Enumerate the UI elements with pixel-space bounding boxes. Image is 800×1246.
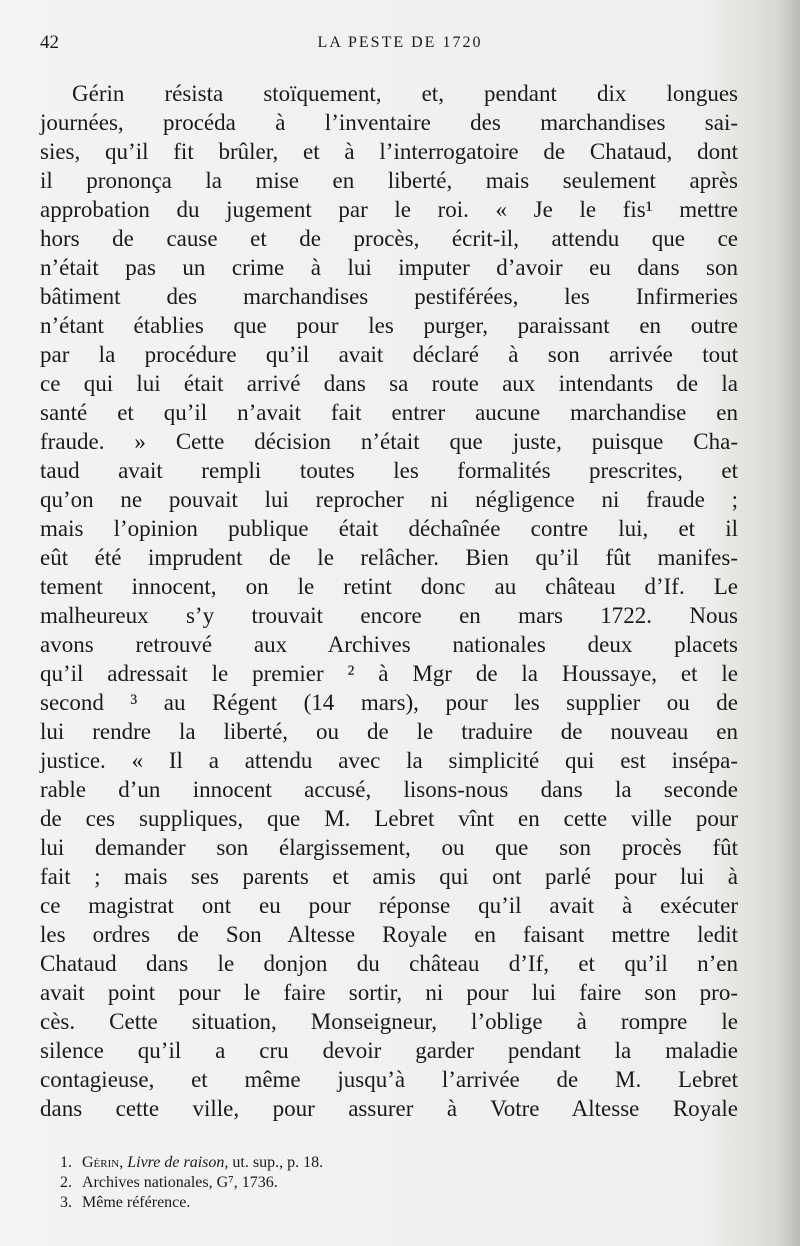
text-line: qu’on ne pouvait lui reprocher ni négligence ni fraude ; [40,487,738,512]
footnote-text: Archives nationales, G⁷, 1736. [82,1174,278,1191]
text-line: malheureux s’y trouvait encore en mars 1722. Nous [40,603,738,628]
text-line: de ces suppliques, que M. Lebret vînt en cette ville pour [40,806,738,831]
footnote-title: Livre de raison, [127,1154,229,1171]
text-line: n’était pas un crime à lui imputer d’avoir eu dans son [40,255,738,280]
text-line: Chataud dans le donjon du château d’If, et qu’il n’en [40,951,738,976]
text-line: par la procédure qu’il avait déclaré à son arrivée tout [40,342,738,367]
text-line: bâtiment des marchandises pestiférées, les Infirmeries [40,284,738,309]
text-line: avons retrouvé aux Archives nationales deux placets [40,632,738,657]
text-line: hors de cause et de procès, écrit-il, attendu que ce [40,226,738,251]
text-line: journées, procéda à l’inventaire des marchandises sai- [40,110,738,135]
footnote-number: 1. [60,1154,72,1171]
text-line: justice. « Il a attendu avec la simplicité qui est insépa- [40,748,738,773]
text-line: qu’il adressait le premier ² à Mgr de la Houssaye, et le [40,661,738,686]
body-text [40,79,738,1123]
text-line: ce qui lui était arrivé dans sa route aux intendants de la [40,371,738,396]
footnote-2 [60,1173,740,1193]
footnote-text: Même référence. [82,1194,191,1211]
text-line: eût été imprudent de le relâcher. Bien qu’il fût manifes- [40,545,738,570]
text-line: n’étant établies que pour les purger, paraissant en outre [40,313,738,338]
text-line: silence qu’il a cru devoir garder pendant la maladie [40,1038,738,1063]
text-line: second ³ au Régent (14 mars), pour les supplier ou de [40,690,738,715]
footnote-number: 3. [60,1194,72,1211]
running-title: LA PESTE DE 1720 [317,34,483,51]
footnote-author: Gérin, [82,1154,124,1171]
footnote-separator [56,1143,746,1144]
text-line: dans cette ville, pour assurer à Votre Altesse Royale [40,1096,738,1121]
text-line: contagieuse, et même jusqu’à l’arrivée de M. Lebret [40,1067,738,1092]
footnote-1 [60,1153,740,1173]
text-line: Gérin résista stoïquement, et, pendant dix longues [72,81,738,106]
text-line: rable d’un innocent accusé, lisons-nous dans la seconde [40,777,738,802]
text-line: sies, qu’il fit brûler, et à l’interrogatoire de Chataud, dont [40,139,738,164]
text-line: ce magistrat ont eu pour réponse qu’il avait à exécuter [40,893,738,918]
text-line: tement innocent, on le retint donc au château d’If. Le [40,574,738,599]
text-line: approbation du jugement par le roi. « Je le fis¹ mettre [40,197,738,222]
page-header [40,32,760,60]
text-line: fraude. » Cette décision n’était que juste, puisque Cha- [40,429,738,454]
text-line: avait point pour le faire sortir, ni pour lui faire son pro- [40,980,738,1005]
text-line: fait ; mais ses parents et amis qui ont parlé pour lui à [40,864,738,889]
footnotes [60,1153,740,1213]
text-line: santé et qu’il n’avait fait entrer aucune marchandise en [40,400,738,425]
text-line: les ordres de Son Altesse Royale en faisant mettre ledit [40,922,738,947]
text-line: lui demander son élargissement, ou que son procès fût [40,835,738,860]
footnote-text: ut. sup., p. 18. [228,1154,324,1171]
page-number: 42 [40,32,59,53]
text-line: cès. Cette situation, Monseigneur, l’oblige à rompre le [40,1009,738,1034]
footnote-3 [60,1193,740,1213]
footnote-number: 2. [60,1174,72,1191]
text-line: lui rendre la liberté, ou de le traduire de nouveau en [40,719,738,744]
text-line: il prononça la mise en liberté, mais seulement après [40,168,738,193]
text-line: taud avait rempli toutes les formalités prescrites, et [40,458,738,483]
text-line: mais l’opinion publique était déchaînée contre lui, et il [40,516,738,541]
